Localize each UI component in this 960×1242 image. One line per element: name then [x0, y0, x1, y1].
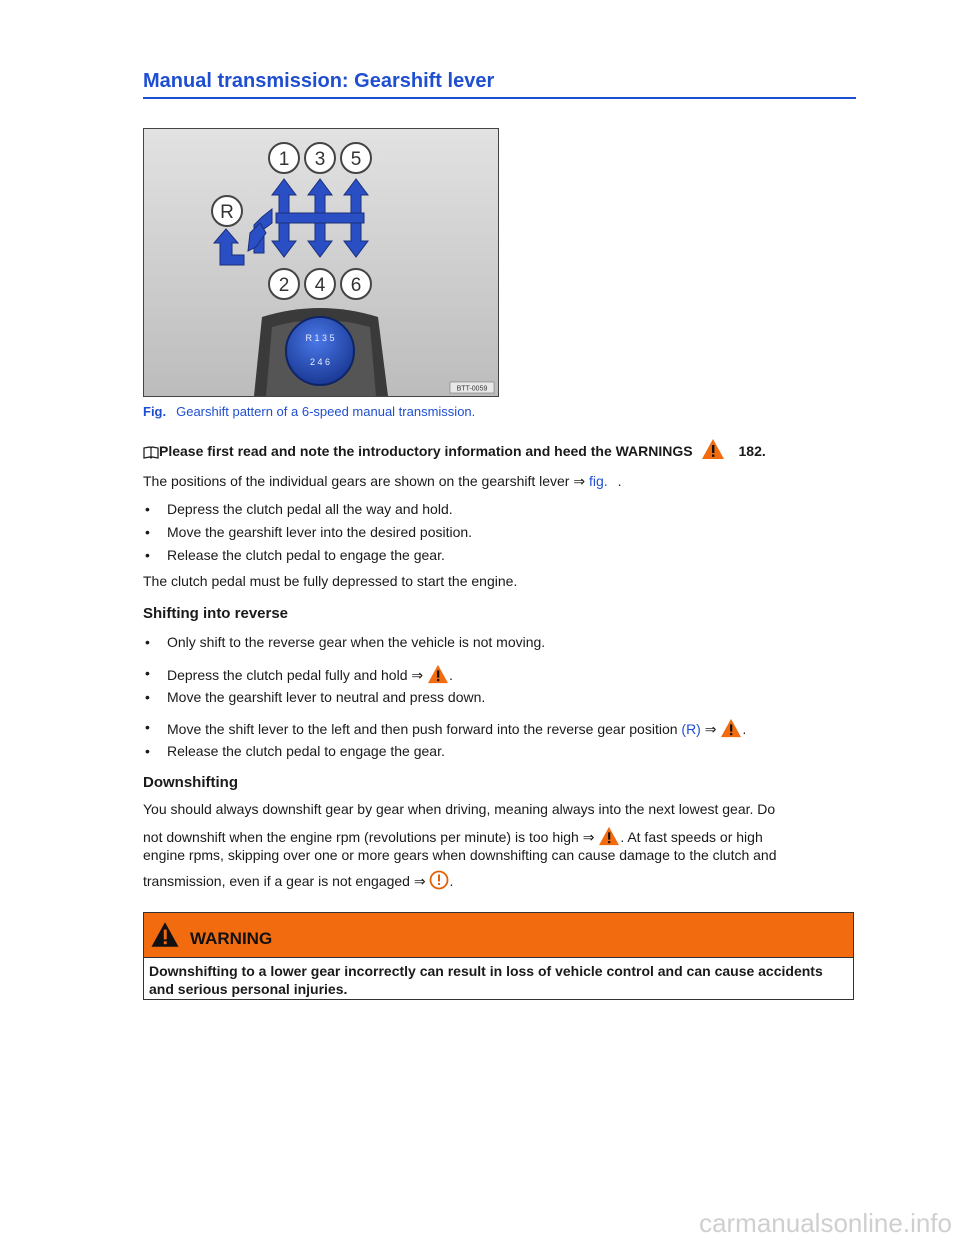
intro-page-ref[interactable]: 182.	[738, 443, 766, 459]
page-title: Manual transmission: Gearshift lever	[143, 70, 856, 99]
list-item-text: Only shift to the reverse gear when the vehicle is not moving.	[167, 634, 546, 650]
warning-icon[interactable]	[720, 718, 742, 742]
warning-text: Downshifting to a lower gear incorrectly can result in loss of vehicle control and can cause accidents and serious personal injuries.	[149, 963, 823, 997]
caption-label: Fig.	[143, 404, 167, 419]
list-item-text: Depress the clutch pedal fully and hold ⇒	[167, 667, 424, 683]
gear-5: 5	[350, 149, 362, 170]
gear-1: 1	[278, 149, 290, 170]
notice-icon[interactable]	[429, 870, 449, 894]
gear-knob	[254, 308, 388, 396]
gear-4: 4	[314, 275, 326, 296]
knob-top-label: R 1 3 5	[305, 333, 335, 343]
list-item-arrow: ⇒	[704, 721, 717, 737]
watermark: carmanualsonline.info	[699, 1208, 952, 1238]
downshift-text: not downshift when the engine rpm (revolutions per minute) is too high ⇒	[143, 829, 595, 845]
caption-text: Gearshift pattern of a 6-speed manual transmission.	[176, 404, 476, 419]
positions-end: .	[617, 473, 622, 489]
list-item-text: Move the gearshift lever into the desired position.	[167, 524, 473, 540]
clutch-note: The clutch pedal must be fully depressed to start the engine.	[143, 573, 518, 589]
downshift-line-4: transmission, even if a gear is not engaged ⇒ .	[143, 870, 453, 894]
list-item-text: Release the clutch pedal to engage the gear.	[167, 743, 445, 759]
downshift-heading: Downshifting	[143, 774, 238, 791]
positions-text: The positions of the individual gears are shown on the gearshift lever ⇒	[143, 473, 586, 489]
downshift-text: transmission, even if a gear is not engaged ⇒	[143, 873, 426, 889]
intro-text: Please first read and note the introductory information and heed the WARNINGS	[159, 443, 693, 459]
book-icon	[143, 446, 159, 464]
knob-bottom-label: 2 4 6	[309, 357, 331, 367]
warning-header	[144, 913, 853, 958]
warning-icon	[150, 921, 180, 953]
figure-caption	[143, 404, 475, 419]
positions-paragraph	[143, 472, 621, 490]
list-item-text: Move the shift lever to the left and then push forward into the reverse gear position	[167, 721, 678, 737]
gear-6: 6	[350, 275, 362, 296]
fig-link[interactable]: fig.	[588, 473, 608, 489]
intro-paragraph	[143, 438, 766, 464]
warning-icon[interactable]	[427, 664, 449, 688]
figure-code: BTT-0059	[456, 385, 488, 393]
warning-box	[143, 912, 854, 1000]
gear-r: R	[220, 202, 234, 223]
gear-3: 3	[314, 149, 326, 170]
downshift-text: . At fast speeds or high	[620, 829, 763, 845]
list-item-text: Release the clutch pedal to engage the gear.	[167, 547, 445, 563]
warning-title: WARNING	[190, 929, 273, 948]
downshift-line-3: engine rpms, skipping over one or more gears when downshifting can cause damage to the clutch and	[143, 847, 777, 863]
list-item-text: Depress the clutch pedal all the way and hold.	[167, 501, 453, 517]
gear-2: 2	[278, 275, 290, 296]
downshift-line-1: You should always downshift gear by gear when driving, meaning always into the next lowest gear. Do	[143, 801, 776, 817]
list-item-text: Move the gearshift lever to neutral and press down.	[167, 689, 486, 705]
reverse-position-link[interactable]: (R)	[681, 721, 701, 737]
gearshift-figure	[143, 128, 499, 397]
reverse-heading: Shifting into reverse	[143, 605, 289, 622]
warning-icon[interactable]	[701, 438, 725, 464]
